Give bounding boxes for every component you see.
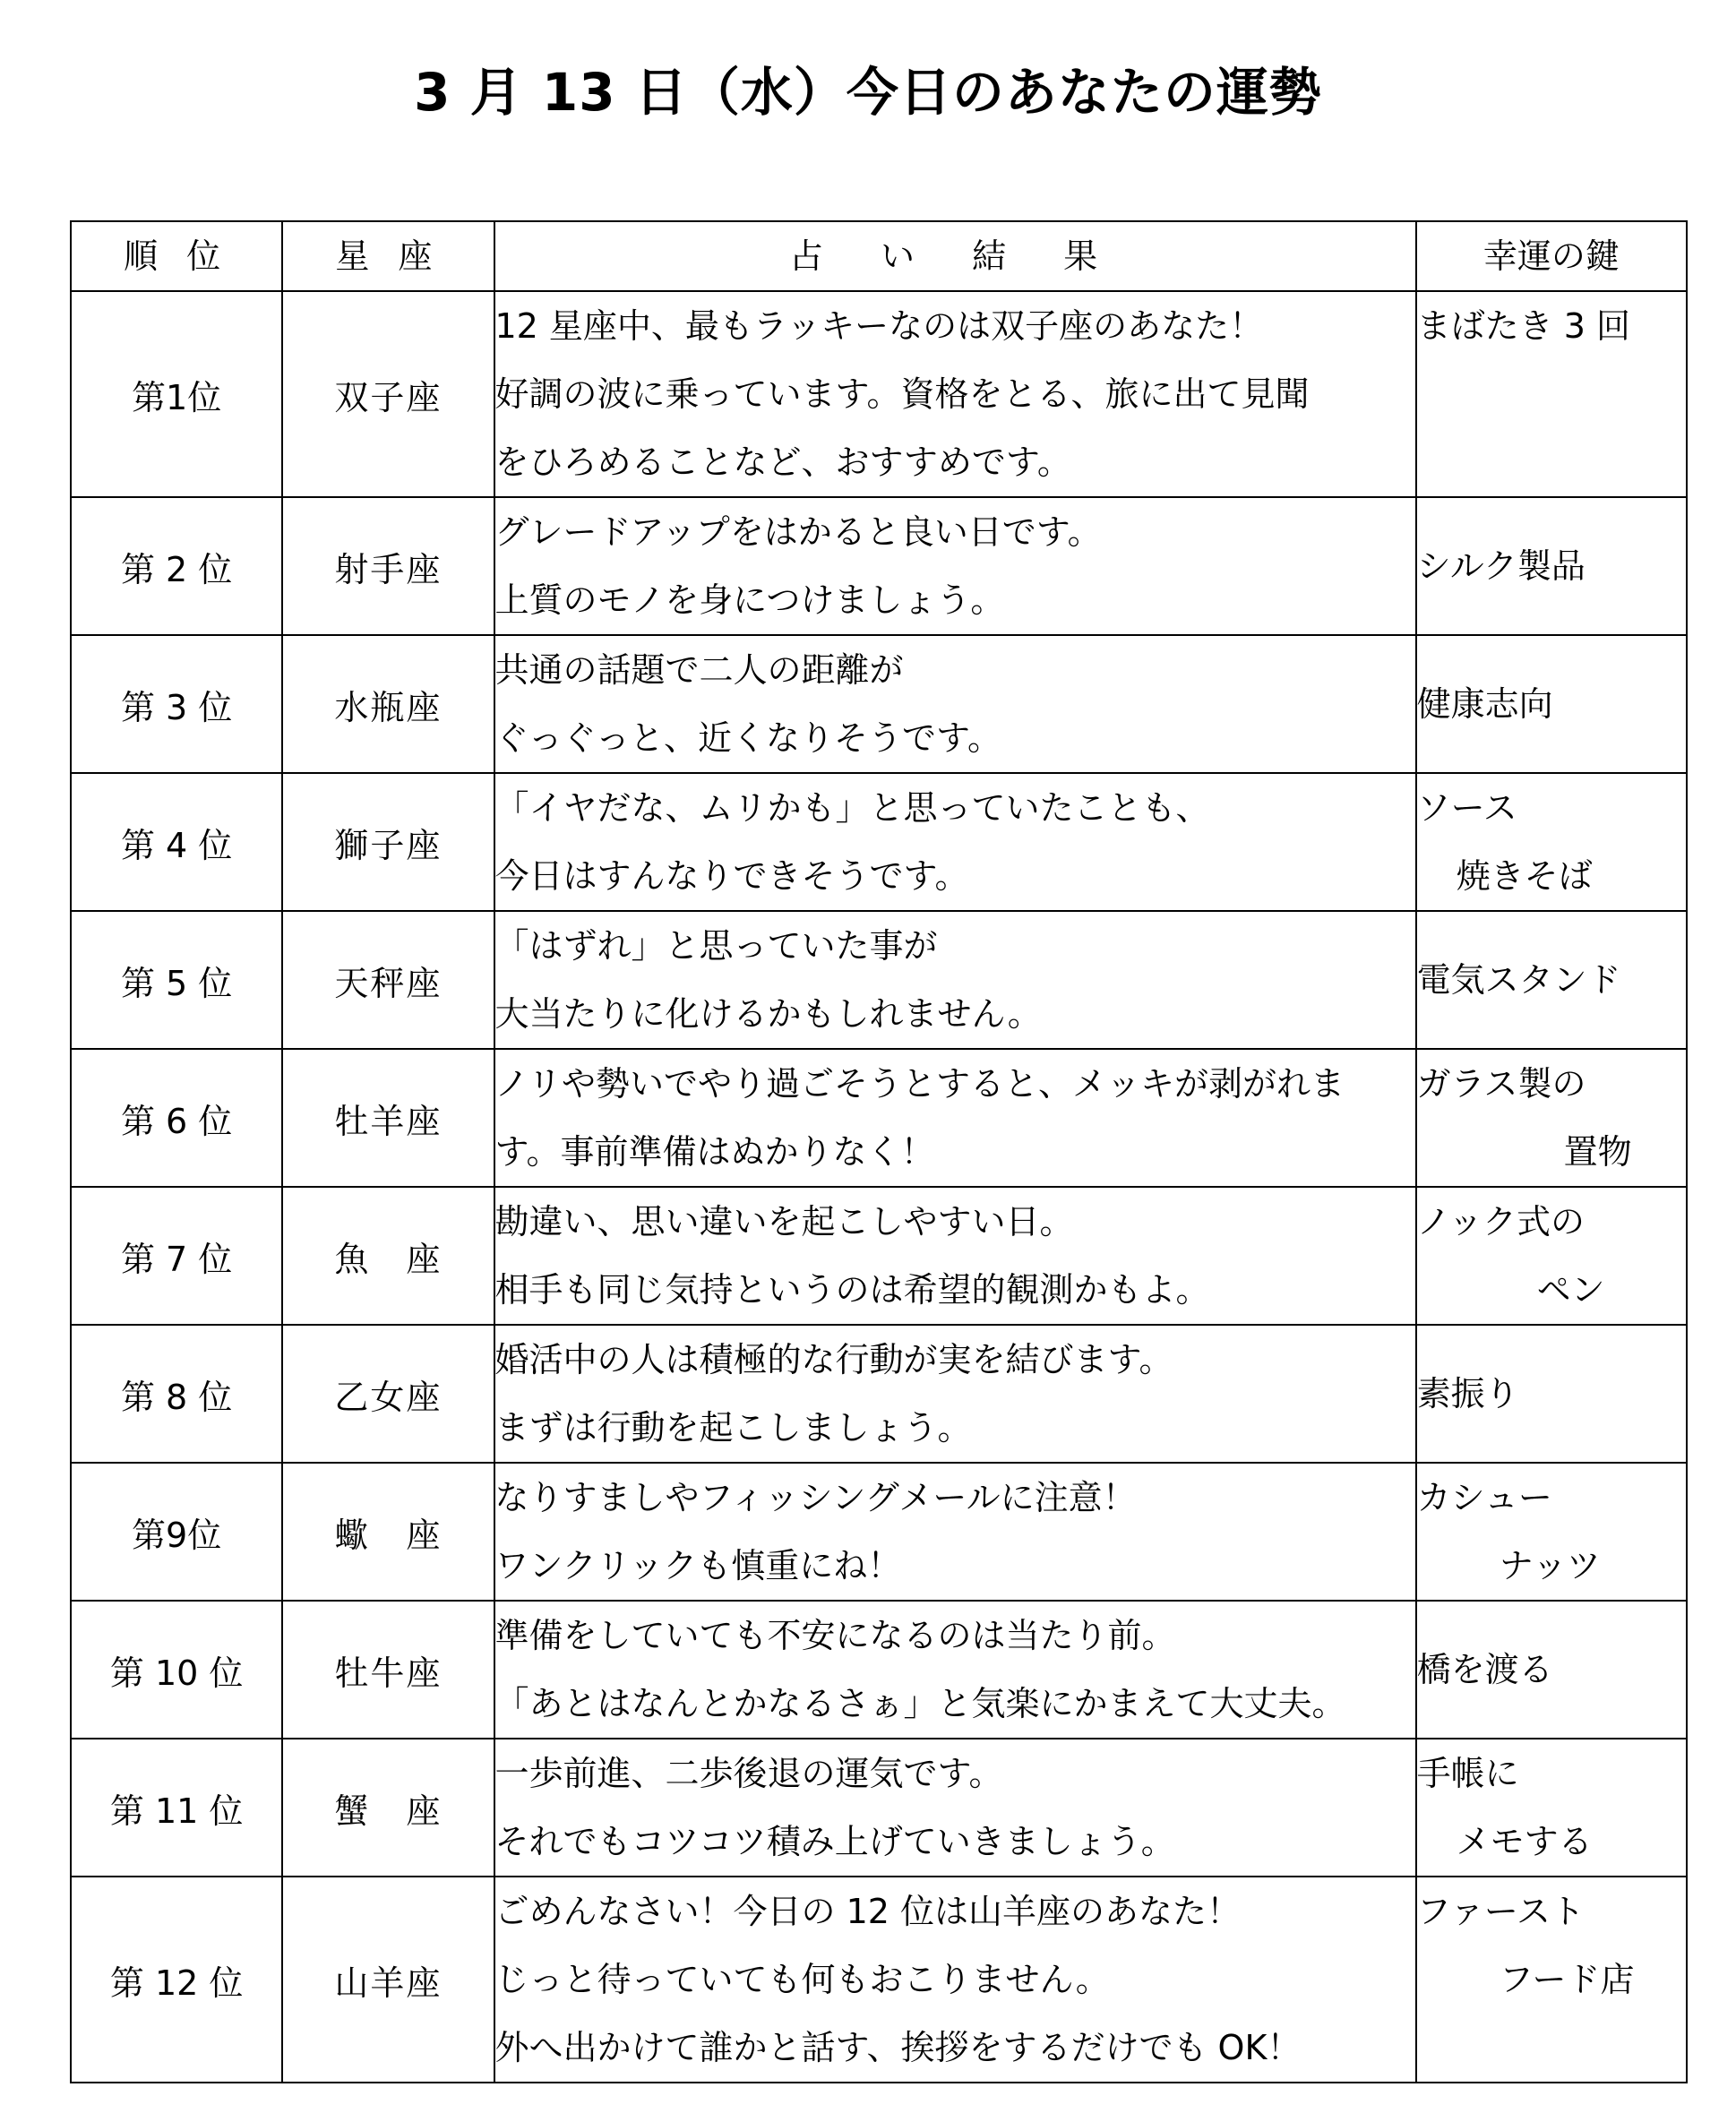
key-cell xyxy=(1416,1325,1687,1463)
sign-cell: 双子座 xyxy=(282,291,494,497)
result-line: 好調の波に乗っています。資格をとる、旅に出て見聞 xyxy=(494,374,1310,414)
header-row xyxy=(71,221,1687,291)
sign-cell: 水瓶座 xyxy=(282,635,494,773)
sign-cell: 牡羊座 xyxy=(282,1049,494,1187)
key-line: 手帳に xyxy=(1416,1754,1519,1793)
result-line: をひろめることなど、おすすめです。 xyxy=(494,442,1071,482)
result-line: 12 星座中、最もラッキーなのは双子座のあなた！ xyxy=(494,306,1264,346)
result-line: 一歩前進、二歩後退の運気です。 xyxy=(494,1754,1003,1793)
header-key: 幸運の鍵 xyxy=(1416,221,1687,291)
key-line: 素振り xyxy=(1416,1374,1519,1413)
fortune-table xyxy=(70,220,1688,2083)
key-line: 橋を渡る xyxy=(1416,1650,1553,1689)
result-line: まずは行動を起こしましょう。 xyxy=(494,1408,972,1447)
result-cell xyxy=(494,1325,1416,1463)
rank-cell: 第 11 位 xyxy=(71,1739,282,1877)
table-row xyxy=(71,773,1687,911)
key-line: ソース xyxy=(1416,788,1517,828)
sign-cell: 射手座 xyxy=(282,497,494,635)
result-line: 相手も同じ気持というのは希望的観測かもよ。 xyxy=(494,1270,1210,1310)
table-row xyxy=(71,1601,1687,1739)
result-line: 準備をしていても不安になるのは当たり前。 xyxy=(494,1616,1176,1655)
result-cell xyxy=(494,1877,1416,2083)
result-cell xyxy=(494,911,1416,1049)
result-line: す。事前準備はぬかりなく！ xyxy=(494,1132,935,1172)
result-line: 外へ出かけて誰かと話す、挨拶をするだけでも OK！ xyxy=(494,2028,1302,2067)
key-cell xyxy=(1416,1877,1687,2083)
rank-cell: 第 3 位 xyxy=(71,635,282,773)
result-line: ワンクリックも慎重にね！ xyxy=(494,1546,902,1585)
table-row xyxy=(71,635,1687,773)
table-row xyxy=(71,1877,1687,2083)
result-line: 勘違い、思い違いを起こしやすい日。 xyxy=(494,1202,1074,1241)
rank-cell: 第9位 xyxy=(71,1463,282,1601)
key-cell xyxy=(1416,635,1687,773)
key-cell xyxy=(1416,497,1687,635)
key-cell xyxy=(1416,1187,1687,1325)
result-cell xyxy=(494,1739,1416,1877)
key-line: ファースト xyxy=(1416,1892,1585,1931)
result-cell xyxy=(494,1187,1416,1325)
sign-cell: 天秤座 xyxy=(282,911,494,1049)
result-cell xyxy=(494,1601,1416,1739)
result-line: ごめんなさい！今日の 12 位は山羊座のあなた！ xyxy=(494,1892,1242,1931)
result-line: ぐっぐっと、近くなりそうです。 xyxy=(494,718,1001,758)
key-line: 置物 xyxy=(1563,1132,1632,1172)
result-line: 婚活中の人は積極的な行動が実を結びます。 xyxy=(494,1340,1173,1379)
rank-cell: 第 12 位 xyxy=(71,1877,282,2083)
result-line: 「イヤだな、ムリかも」と思っていたことも、 xyxy=(494,788,1210,828)
key-line: ガラス製の xyxy=(1416,1064,1586,1104)
table-row xyxy=(71,1739,1687,1877)
key-line: 電気スタンド xyxy=(1416,960,1621,1000)
key-line: メモする xyxy=(1456,1822,1593,1861)
result-line: なりすましやフィッシングメールに注意！ xyxy=(494,1478,1137,1517)
result-cell xyxy=(494,635,1416,773)
table-row xyxy=(71,497,1687,635)
key-line: シルク製品 xyxy=(1416,546,1586,586)
key-cell xyxy=(1416,291,1687,497)
result-cell xyxy=(494,497,1416,635)
rank-cell: 第 4 位 xyxy=(71,773,282,911)
result-line: じっと待っていても何もおこりません。 xyxy=(494,1960,1110,1999)
key-cell xyxy=(1416,773,1687,911)
result-cell xyxy=(494,773,1416,911)
table-row xyxy=(71,1463,1687,1601)
result-line: 「はずれ」と思っていた事が xyxy=(494,926,938,966)
key-line: ナッツ xyxy=(1499,1546,1601,1585)
key-line: フード店 xyxy=(1499,1960,1635,1999)
key-line: ノック式の xyxy=(1416,1202,1585,1241)
key-cell xyxy=(1416,1049,1687,1187)
result-line: 「あとはなんとかなるさぁ」と気楽にかまえて大丈夫。 xyxy=(494,1684,1346,1723)
rank-cell: 第 7 位 xyxy=(71,1187,282,1325)
result-line: 大当たりに化けるかもしれません。 xyxy=(494,994,1042,1034)
key-line: 健康志向 xyxy=(1416,684,1553,724)
rank-cell: 第 6 位 xyxy=(71,1049,282,1187)
key-line: カシュー xyxy=(1416,1478,1552,1517)
key-cell xyxy=(1416,1463,1687,1601)
key-line: まばたき 3 回 xyxy=(1416,306,1630,346)
result-line: ノリや勢いでやり過ごそうとすると、メッキが剥がれま xyxy=(494,1064,1345,1104)
table-row xyxy=(71,911,1687,1049)
key-line: ペン xyxy=(1536,1270,1605,1310)
header-sign: 星 座 xyxy=(282,221,494,291)
result-cell xyxy=(494,1049,1416,1187)
rank-cell: 第 8 位 xyxy=(71,1325,282,1463)
sign-cell: 牡牛座 xyxy=(282,1601,494,1739)
table-row xyxy=(71,1187,1687,1325)
result-line: それでもコツコツ積み上げていきましょう。 xyxy=(494,1822,1175,1861)
key-cell xyxy=(1416,1739,1687,1877)
sign-cell: 蟹 座 xyxy=(282,1739,494,1877)
header-result: 占 い 結 果 xyxy=(494,221,1416,291)
sign-cell: 乙女座 xyxy=(282,1325,494,1463)
result-cell xyxy=(494,1463,1416,1601)
sign-cell: 山羊座 xyxy=(282,1877,494,2083)
table-row xyxy=(71,1325,1687,1463)
header-rank: 順 位 xyxy=(71,221,282,291)
result-line: グレードアップをはかると良い日です。 xyxy=(494,512,1102,552)
result-line: 共通の話題で二人の距離が xyxy=(494,650,904,690)
result-line: 今日はすんなりできそうです。 xyxy=(494,856,969,896)
table-row xyxy=(71,1049,1687,1187)
key-cell xyxy=(1416,911,1687,1049)
rank-cell: 第 10 位 xyxy=(71,1601,282,1739)
result-cell xyxy=(494,291,1416,497)
result-line: 上質のモノを身につけましょう。 xyxy=(494,580,1005,620)
page-title: 3 月 13 日（水）今日のあなたの運勢 xyxy=(414,62,1322,123)
rank-cell: 第 5 位 xyxy=(71,911,282,1049)
rank-cell: 第 2 位 xyxy=(71,497,282,635)
sign-cell: 蠍 座 xyxy=(282,1463,494,1601)
key-cell xyxy=(1416,1601,1687,1739)
key-line: 焼きそば xyxy=(1456,856,1593,896)
sign-cell: 魚 座 xyxy=(282,1187,494,1325)
rank-cell: 第1位 xyxy=(71,291,282,497)
table-row xyxy=(71,291,1687,497)
sign-cell: 獅子座 xyxy=(282,773,494,911)
